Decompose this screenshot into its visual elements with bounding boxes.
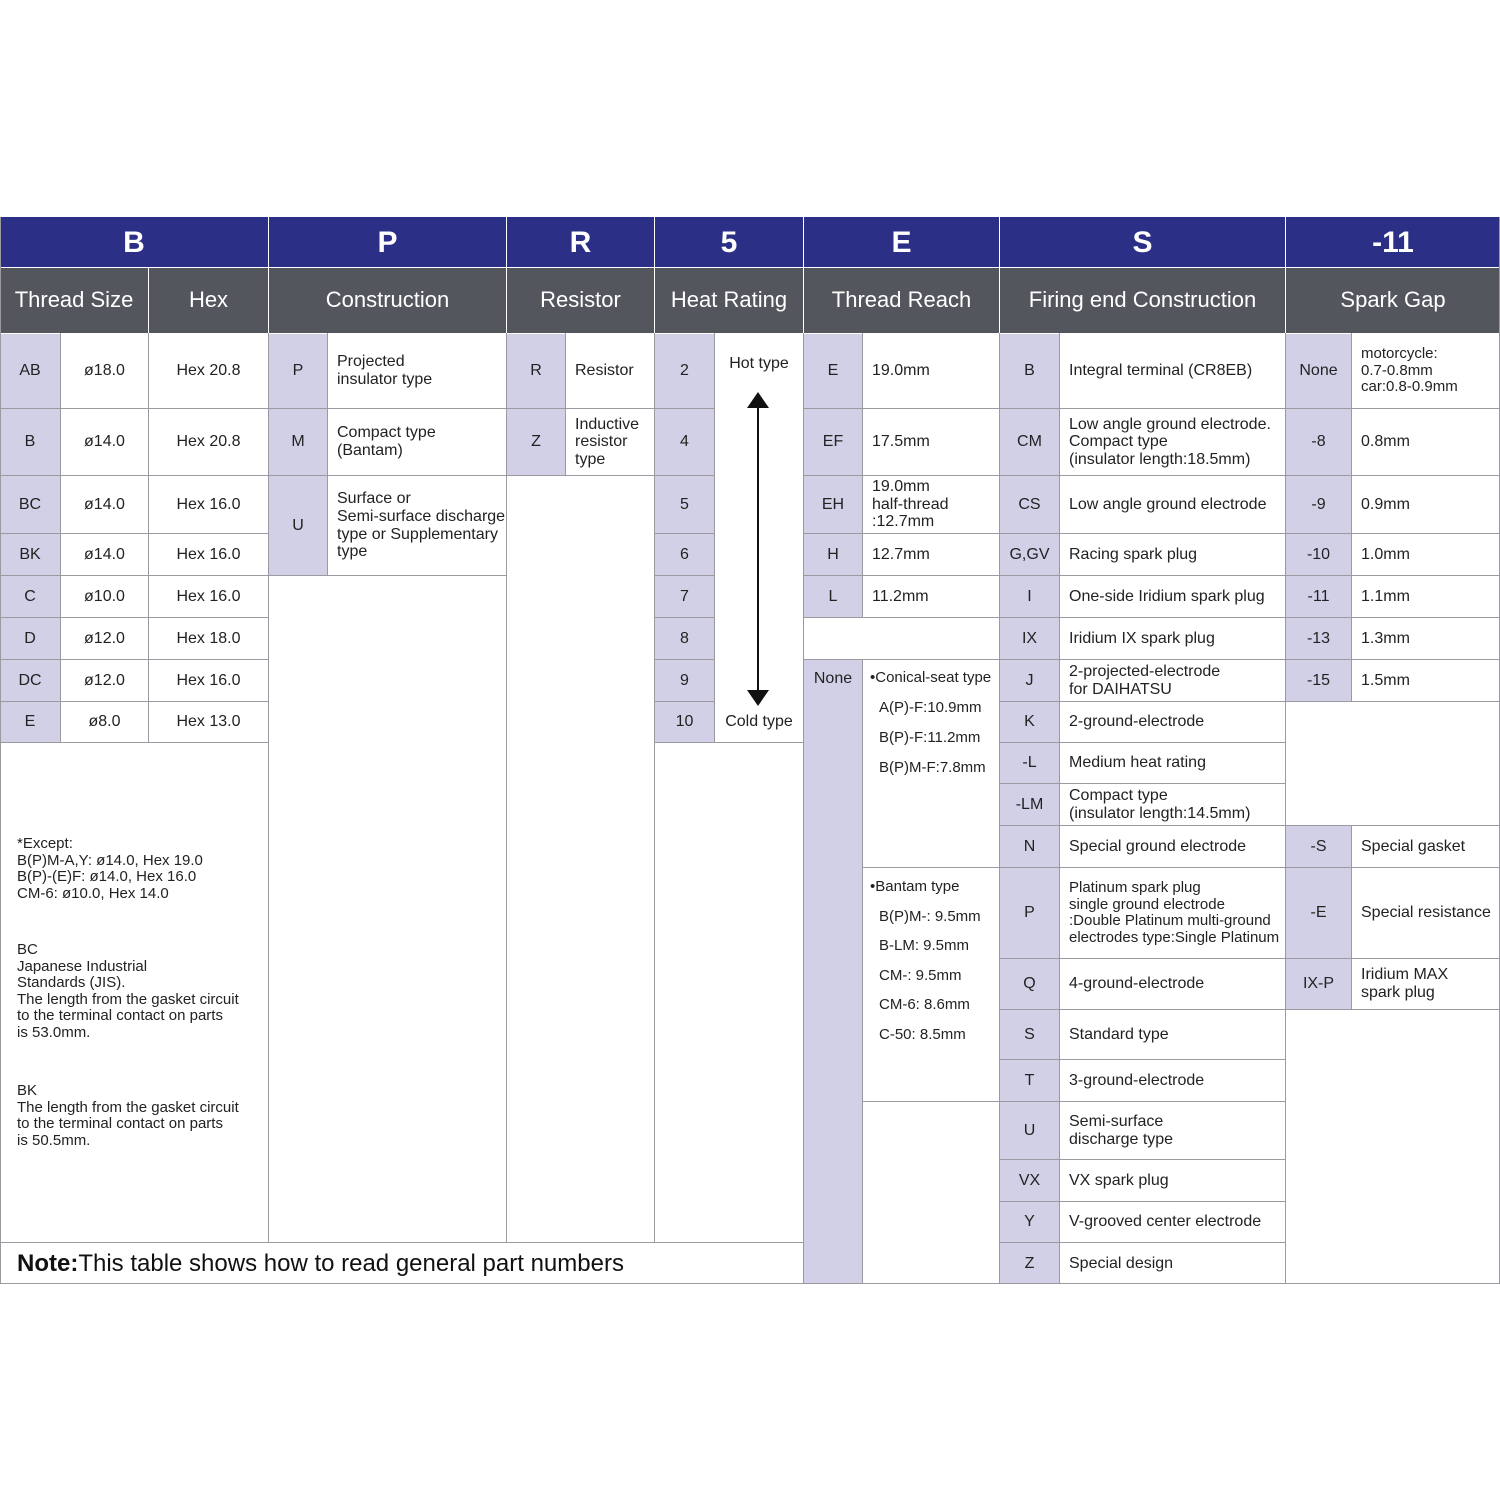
s-code: Z (1000, 1243, 1059, 1284)
b-code: DC (0, 660, 60, 701)
s-code: U (1000, 1102, 1059, 1159)
s-code: T (1000, 1060, 1059, 1101)
b-code: C (0, 576, 60, 617)
grid-line (565, 333, 566, 475)
s-desc: Compact type (insulator length:14.5mm) (1069, 786, 1251, 822)
e-conical-title: •Conical-seat type (870, 668, 992, 686)
gap-desc: 1.0mm (1361, 545, 1410, 563)
grid-line (506, 333, 507, 1242)
letter-E: E (804, 217, 999, 267)
s-desc: 2-ground-electrode (1069, 713, 1205, 731)
b-size: ø12.0 (84, 671, 125, 689)
e-bantam-item: B(P)M-: 9.5mm (879, 907, 981, 925)
s-code: IX (1000, 618, 1059, 659)
grid-line (654, 333, 655, 1242)
grid-line (999, 659, 1285, 660)
s-desc: Medium heat rating (1069, 754, 1206, 772)
e-bantam-item: C-50: 8.5mm (879, 1025, 966, 1043)
e-code: L (804, 576, 862, 617)
grid-line (60, 333, 61, 742)
s-desc: V-grooved center electrode (1069, 1213, 1262, 1231)
grid-line (654, 408, 714, 409)
grid-line (999, 1242, 1285, 1243)
grid-line (999, 1009, 1285, 1010)
letter-11: -11 (1286, 217, 1500, 267)
heat-code: 8 (655, 618, 714, 659)
grid-line (999, 1101, 1285, 1102)
s-desc: Iridium IX spark plug (1069, 629, 1215, 647)
b-code: AB (0, 334, 60, 408)
p-code: P (269, 334, 327, 408)
grid-line (1285, 958, 1500, 959)
grid-line (268, 408, 506, 409)
e-bantam-item: B-LM: 9.5mm (879, 936, 970, 954)
grid-line (0, 1242, 803, 1243)
r-desc: Inductive resistor type (575, 415, 640, 468)
gap-code: -10 (1286, 534, 1351, 575)
s-code: CM (1000, 409, 1059, 475)
b-hex: Hex 18.0 (176, 629, 241, 647)
heat-hot-label: Hot type (729, 355, 789, 373)
grid-line (999, 575, 1285, 576)
grid-line (999, 783, 1285, 784)
grid-line (0, 475, 268, 476)
heat-code: 5 (655, 476, 714, 533)
grid-line (862, 1101, 999, 1102)
s-desc: 4-ground-electrode (1069, 975, 1205, 993)
e-desc: 17.5mm (872, 433, 930, 451)
heat-code: 7 (655, 576, 714, 617)
header-heat-rating: Heat Rating (655, 268, 803, 333)
b-size: ø12.0 (84, 629, 125, 647)
e-none-code: None (804, 660, 862, 1284)
heat-code: 6 (655, 534, 714, 575)
note-label: Note: (17, 1249, 79, 1277)
e-code: EH (804, 476, 862, 533)
s-desc: Platinum spark plug single ground electrode :Double Platinum multi-ground electrodes type:Single Platinum (1069, 879, 1280, 946)
r-code: Z (507, 409, 565, 475)
e-desc: 11.2mm (872, 587, 929, 605)
s-code: CS (1000, 476, 1059, 533)
grid-line (654, 533, 714, 534)
grid-line (654, 701, 714, 702)
grid-line (803, 617, 999, 618)
s-desc: Semi-surface discharge type (1069, 1112, 1174, 1148)
s-code: J (1000, 660, 1059, 701)
header-thread-reach: Thread Reach (804, 268, 999, 333)
grid-line (1285, 659, 1500, 660)
grid-line (268, 475, 506, 476)
gap-desc: 1.1mm (1361, 587, 1410, 605)
e-conical-item: B(P)-F:11.2mm (879, 728, 981, 746)
grid-line (999, 958, 1285, 959)
b-size: ø14.0 (84, 545, 125, 563)
grid-line (268, 333, 269, 1242)
grid-line (1285, 575, 1500, 576)
b-hex: Hex 16.0 (176, 671, 241, 689)
gap-desc: 1.3mm (1361, 629, 1410, 647)
e-bantam-item: CM-: 9.5mm (879, 966, 962, 984)
grid-line (862, 867, 999, 868)
s-desc: Low angle ground electrode (1069, 495, 1267, 513)
s-code: Q (1000, 959, 1059, 1009)
header-resistor: Resistor (507, 268, 654, 333)
header-thread-size: Thread Size (0, 268, 148, 333)
b-hex: Hex 16.0 (176, 545, 241, 563)
letter-P: P (269, 217, 506, 267)
s-desc: Standard type (1069, 1025, 1169, 1043)
header-construction: Construction (269, 268, 506, 333)
s-desc: Integral terminal (CR8EB) (1069, 362, 1253, 380)
gap-extra-code: IX-P (1286, 959, 1351, 1009)
gap-desc: 0.8mm (1361, 433, 1410, 451)
b-note-except: *Except: B(P)M-A,Y: ø14.0, Hex 19.0 B(P)-(E)F: ø14.0, Hex 16.0 CM-6: ø10.0, Hex 14.0 (17, 835, 203, 902)
e-code: H (804, 534, 862, 575)
gap-desc: 1.5mm (1361, 671, 1410, 689)
b-note-bk: BK The length from the gasket circuit to the terminal contact on parts is 50.5mm. (17, 1082, 239, 1149)
e-conical-item: B(P)M-F:7.8mm (879, 758, 986, 776)
grid-line (654, 575, 714, 576)
grid-line (0, 701, 268, 702)
gap-code: -11 (1286, 576, 1351, 617)
e-code: E (804, 334, 862, 408)
grid-line (0, 408, 268, 409)
s-desc: 3-ground-electrode (1069, 1071, 1205, 1089)
gap-extra-code: -S (1286, 826, 1351, 867)
header-firing-end: Firing end Construction (1000, 268, 1285, 333)
b-code: B (0, 409, 60, 475)
grid-line (654, 659, 714, 660)
grid-line (1285, 825, 1500, 826)
grid-line (268, 575, 506, 576)
grid-line (0, 575, 268, 576)
heat-code: 10 (655, 702, 714, 742)
r-desc: Resistor (575, 362, 634, 380)
p-desc: Projected insulator type (337, 353, 433, 388)
grid-line (327, 333, 328, 575)
s-code: N (1000, 826, 1059, 867)
grid-line (999, 1059, 1285, 1060)
s-desc: 2-projected-electrode for DAIHATSU (1069, 662, 1221, 698)
b-code: BK (0, 534, 60, 575)
e-desc: 19.0mm (872, 362, 930, 380)
grid-line (999, 533, 1285, 534)
b-hex: Hex 20.8 (176, 433, 241, 451)
grid-line (999, 1159, 1285, 1160)
gap-desc: 0.9mm (1361, 495, 1410, 513)
b-size: ø18.0 (84, 362, 125, 380)
p-code: U (269, 476, 327, 575)
b-hex: Hex 16.0 (176, 495, 241, 513)
b-size: ø8.0 (88, 713, 121, 731)
grid-line (803, 533, 999, 534)
heat-code: 9 (655, 660, 714, 701)
grid-line (999, 1201, 1285, 1202)
grid-line (0, 1283, 1500, 1284)
gap-extra-desc: Special gasket (1361, 837, 1466, 855)
s-code: S (1000, 1010, 1059, 1059)
b-size: ø10.0 (84, 587, 125, 605)
e-bantam-item: CM-6: 8.6mm (879, 995, 970, 1013)
s-desc: Low angle ground electrode. Compact type (insulator length:18.5mm) (1069, 415, 1271, 468)
grid-line (148, 333, 149, 742)
gap-extra-desc: Iridium MAX spark plug (1361, 966, 1449, 1001)
header-hex: Hex (149, 268, 268, 333)
gap-desc: motorcycle: 0.7-0.8mm car:0.8-0.9mm (1361, 345, 1458, 396)
grid-line (0, 533, 268, 534)
e-desc: 19.0mm half-thread :12.7mm (872, 478, 949, 531)
letter-B: B (0, 217, 268, 267)
header-spark-gap: Spark Gap (1286, 268, 1500, 333)
grid-line (1285, 867, 1500, 868)
p-desc: Surface or Semi-surface discharge type or Supplementary type (337, 490, 506, 561)
grid-line (1351, 825, 1352, 1009)
e-desc: 12.7mm (872, 545, 930, 563)
grid-line (1285, 1009, 1500, 1010)
grid-line (1285, 475, 1500, 476)
heat-cold-label: Cold type (725, 713, 793, 731)
grid-line (506, 475, 654, 476)
r-code: R (507, 334, 565, 408)
b-code: BC (0, 476, 60, 533)
b-code: E (0, 702, 60, 742)
grid-line (862, 659, 863, 1284)
grid-line (999, 867, 1285, 868)
grid-line (1351, 333, 1352, 701)
gap-code: -8 (1286, 409, 1351, 475)
e-bantam-title: •Bantam type (870, 877, 960, 895)
s-desc: VX spark plug (1069, 1171, 1169, 1189)
double-arrow-icon (745, 392, 771, 706)
gap-code: None (1286, 334, 1351, 408)
s-code: P (1000, 868, 1059, 958)
e-code: EF (804, 409, 862, 475)
e-conical-item: A(P)-F:10.9mm (879, 698, 982, 716)
grid-line (999, 617, 1285, 618)
b-note-bc: BC Japanese Industrial Standards (JIS). The length from the gasket circuit to the terminal contact on parts is 53.0mm. (17, 941, 239, 1041)
grid-line (999, 475, 1285, 476)
gap-code: -15 (1286, 660, 1351, 701)
grid-line (1285, 408, 1500, 409)
grid-line (714, 333, 715, 742)
footer-note (17, 1244, 797, 1284)
s-code: VX (1000, 1160, 1059, 1201)
s-code: K (1000, 702, 1059, 742)
gap-extra-desc: Special resistance (1361, 904, 1491, 922)
b-code: D (0, 618, 60, 659)
heat-code: 2 (655, 334, 714, 408)
grid-line (999, 742, 1285, 743)
b-size: ø14.0 (84, 433, 125, 451)
p-desc: Compact type (Bantam) (337, 424, 436, 459)
grid-line (1285, 533, 1500, 534)
grid-line (1285, 617, 1500, 618)
b-hex: Hex 16.0 (176, 587, 241, 605)
s-code: -LM (1000, 784, 1059, 825)
grid-line (999, 825, 1285, 826)
grid-line (0, 217, 1, 1284)
grid-line (0, 617, 268, 618)
s-desc: Special design (1069, 1254, 1174, 1272)
note-text: This table shows how to read general part numbers (78, 1249, 624, 1277)
grid-line (803, 475, 999, 476)
grid-line (654, 475, 714, 476)
b-hex: Hex 13.0 (176, 713, 241, 731)
grid-line (803, 408, 999, 409)
s-desc: Racing spark plug (1069, 545, 1198, 563)
s-code: B (1000, 334, 1059, 408)
letter-5: 5 (655, 217, 803, 267)
letter-R: R (507, 217, 654, 267)
grid-line (999, 408, 1285, 409)
s-desc: One-side Iridium spark plug (1069, 587, 1265, 605)
heat-code: 4 (655, 409, 714, 475)
gap-extra-code: -E (1286, 868, 1351, 958)
p-code: M (269, 409, 327, 475)
s-code: G,GV (1000, 534, 1059, 575)
grid-line (506, 408, 654, 409)
s-code: I (1000, 576, 1059, 617)
gap-code: -9 (1286, 476, 1351, 533)
gap-code: -13 (1286, 618, 1351, 659)
grid-line (0, 659, 268, 660)
s-code: Y (1000, 1202, 1059, 1242)
letter-S: S (1000, 217, 1285, 267)
grid-line (803, 659, 999, 660)
b-size: ø14.0 (84, 495, 125, 513)
grid-line (999, 701, 1285, 702)
grid-line (0, 742, 268, 743)
grid-line (1285, 701, 1500, 702)
s-desc: Special ground electrode (1069, 837, 1247, 855)
b-hex: Hex 20.8 (176, 362, 241, 380)
grid-line (654, 742, 803, 743)
grid-line (803, 575, 999, 576)
s-code: -L (1000, 743, 1059, 783)
grid-line (654, 617, 714, 618)
